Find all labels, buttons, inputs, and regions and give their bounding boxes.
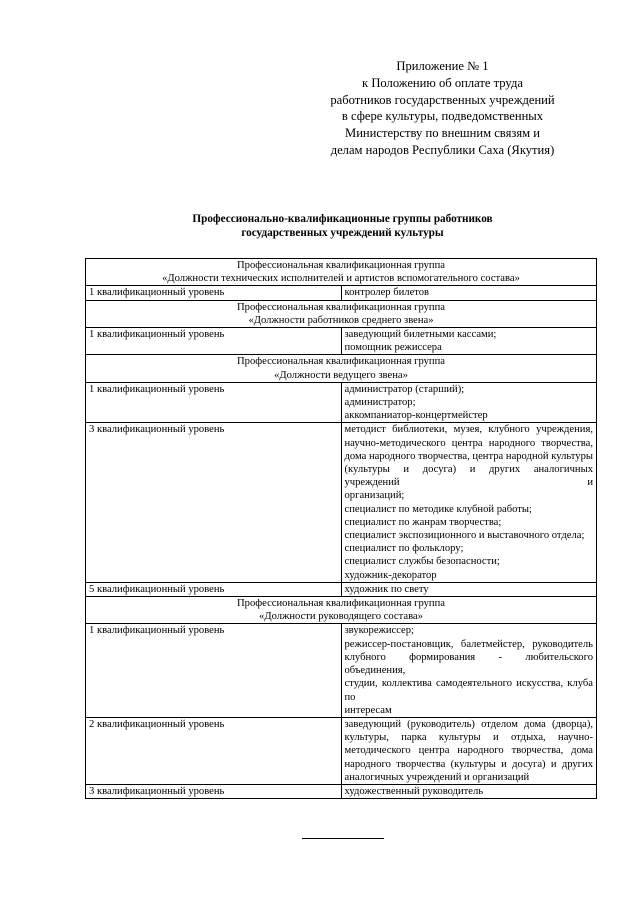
position-line: клубного формирования - любительского объединения, — [344, 651, 593, 677]
positions-cell — [341, 624, 597, 717]
positions-cell — [341, 784, 597, 798]
position-line: контролер билетов — [344, 287, 430, 299]
group-header-cell — [86, 300, 597, 327]
qualification-level: 1 квалификационный уровень — [86, 624, 342, 717]
position-line: организаций; — [344, 490, 405, 502]
group-label: Профессиональная квалификационная группа — [237, 598, 445, 610]
position-line: звукорежиссер; — [344, 625, 414, 637]
position-line: аналогичных учреждений и организаций — [344, 771, 530, 783]
group-header-row — [86, 300, 597, 327]
group-name: «Должности ведущего звена» — [274, 369, 408, 381]
positions-cell — [341, 382, 597, 423]
table-body — [86, 259, 597, 799]
position-line: администратор (старший); — [344, 383, 465, 395]
footnote-separator — [302, 838, 384, 839]
appendix-line: Министерству по внешним связям и — [345, 126, 540, 141]
position-line: аккомпаниатор-концертмейстер — [344, 410, 488, 422]
table-row — [86, 717, 597, 784]
title-line: государственных учреждений культуры — [241, 227, 444, 239]
qualification-level: 1 квалификационный уровень — [86, 382, 342, 423]
table-row — [86, 582, 597, 596]
table-row — [86, 328, 597, 355]
positions-cell — [341, 717, 597, 784]
appendix-line: делам народов Республики Саха (Якутия) — [330, 142, 555, 157]
group-name: «Должности технических исполнителей и артистов вспомогательного состава» — [162, 273, 520, 285]
qualification-level: 1 квалификационный уровень — [86, 328, 342, 355]
position-line: специалист экспозиционного и выставочного отдела; — [344, 530, 585, 542]
position-line: студии, коллектива самодеятельного искусства, клуба по — [344, 678, 593, 703]
qualification-level: 5 квалификационный уровень — [86, 582, 342, 596]
appendix-line: работников государственных учреждений — [330, 92, 555, 107]
position-line: культуры, парка культуры и отдыха, научно- — [344, 732, 593, 744]
position-line: (культуры и досуга) и других аналогичных учреждений и — [344, 464, 593, 489]
qualification-level: 1 квалификационный уровень — [86, 286, 342, 300]
table-row — [86, 382, 597, 423]
group-name: «Должности работников среднего звена» — [248, 314, 434, 326]
group-header-cell — [86, 355, 597, 382]
position-line: режиссер-постановщик, балетмейстер, руководитель — [344, 638, 593, 650]
position-line: специалист по жанрам творчества; — [344, 516, 502, 528]
position-line: заведующий (руководитель) отделом дома (дворца), — [344, 718, 593, 730]
appendix-line: в сфере культуры, подведомственных — [341, 109, 544, 124]
positions-cell — [341, 286, 597, 300]
position-line: художник-декоратор — [344, 569, 437, 581]
position-line: художественный руководитель — [344, 785, 484, 797]
group-label: Профессиональная квалификационная группа — [237, 260, 445, 271]
group-label: Профессиональная квалификационная группа — [237, 301, 445, 313]
qualification-level: 2 квалификационный уровень — [86, 717, 342, 784]
group-header-cell — [86, 597, 597, 624]
group-header-row — [86, 355, 597, 382]
group-header-row — [86, 597, 597, 624]
position-line: заведующий билетными кассами; — [344, 329, 497, 341]
appendix-header — [300, 58, 585, 159]
position-line: помощник режиссера — [344, 342, 442, 354]
position-line: специалист по фольклору; — [344, 543, 464, 555]
table-row — [86, 286, 597, 300]
position-line: интересам — [344, 704, 392, 716]
position-line: специалист службы безопасности; — [344, 556, 500, 568]
group-header-row — [86, 259, 597, 286]
position-line: методист библиотеки, музея, клубного учреждения, — [344, 424, 593, 436]
appendix-line: к Положению об оплате труда — [362, 75, 523, 90]
position-line: специалист по методике клубной работы; — [344, 503, 532, 515]
document-title — [90, 212, 595, 240]
group-name: «Должности руководящего состава» — [259, 611, 423, 623]
table-row — [86, 624, 597, 717]
position-line: администратор; — [344, 397, 416, 409]
group-label: Профессиональная квалификационная группа — [237, 356, 445, 368]
group-header-cell — [86, 259, 597, 286]
position-line: дома народного творчества, центра народной культуры — [344, 450, 593, 462]
appendix-line: Приложение № 1 — [396, 59, 489, 73]
position-line: методического центра народного творчества, дома — [344, 745, 593, 757]
qualification-level: 3 квалификационный уровень — [86, 784, 342, 798]
positions-cell — [341, 423, 597, 582]
title-line: Профессионально-квалификационные группы работников — [192, 213, 493, 225]
position-line: художник по свету — [344, 583, 429, 595]
positions-cell — [341, 582, 597, 596]
position-line: научно-методического центра народного творчества, — [344, 437, 593, 449]
position-line: народного творчества (культуры и досуга) и других — [344, 758, 593, 770]
table-row — [86, 423, 597, 582]
table-row — [86, 784, 597, 798]
qualification-groups-table — [85, 258, 597, 799]
positions-cell — [341, 328, 597, 355]
qualification-level: 3 квалификационный уровень — [86, 423, 342, 582]
